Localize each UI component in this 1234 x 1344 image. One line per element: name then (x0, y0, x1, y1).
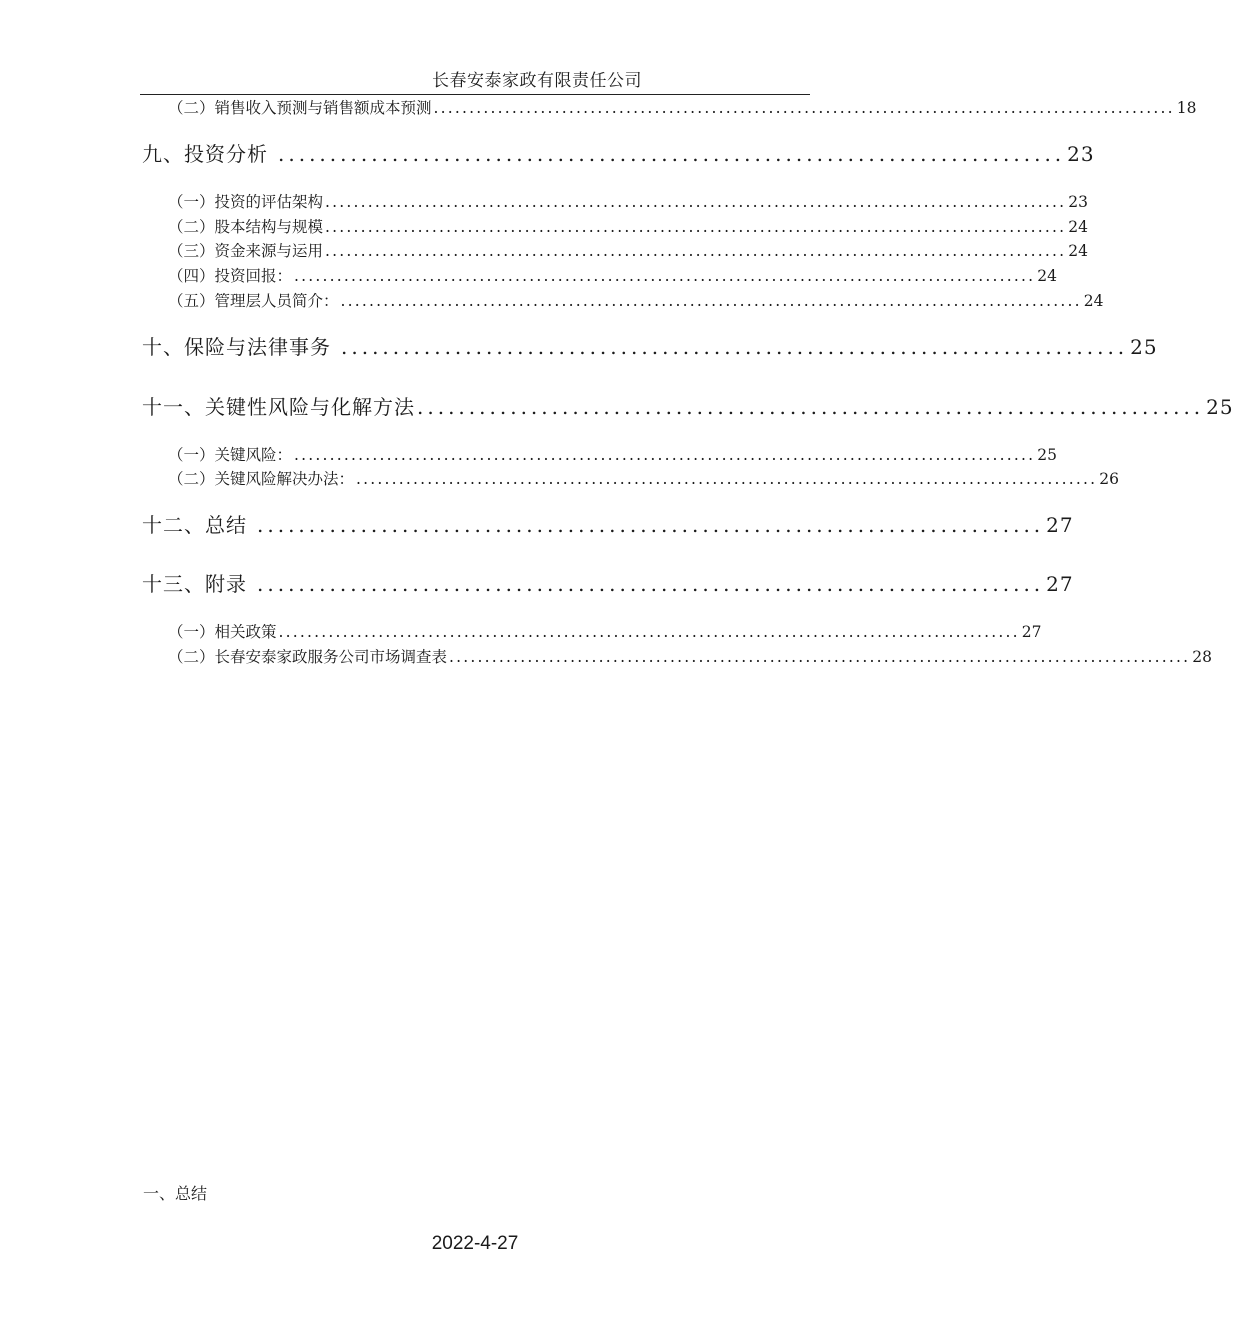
toc-entry-page: 23 (1068, 193, 1088, 211)
toc-dot-leader: ........................................................................................................ (325, 193, 1067, 211)
toc-entry-page: 24 (1083, 292, 1104, 310)
toc-entry[interactable] (168, 96, 1197, 118)
toc-entry-page: 27 (1046, 572, 1074, 596)
toc-dot-leader: ............................................................................ (257, 513, 1045, 537)
toc-entry-page: 24 (1037, 267, 1057, 285)
footer-date: 2022-4-27 (431, 1233, 519, 1254)
toc-entry-page: 26 (1099, 470, 1119, 488)
toc-entry-label: 九、投资分析 (142, 142, 268, 166)
toc-entry-label: （五）管理层人员简介： (168, 292, 339, 310)
toc-entry[interactable] (168, 289, 1104, 311)
toc-dot-leader: ........................................................................................................ (356, 470, 1098, 488)
toc-entry-page: 27 (1046, 513, 1074, 537)
toc-entry-label: 十、保险与法律事务 (142, 335, 331, 359)
toc-entry[interactable] (142, 331, 1158, 359)
toc-dot-leader: ........................................................................................................ (433, 99, 1175, 117)
toc-entry-page: 25 (1206, 395, 1234, 419)
toc-entry-page: 23 (1067, 142, 1095, 166)
toc-dot-leader: ............................................................................ (417, 395, 1205, 419)
header-company-name: 长春安泰家政有限责任公司 (432, 71, 642, 91)
toc-dot-leader: ........................................................................................................ (294, 446, 1036, 464)
toc-entry-page: 27 (1021, 623, 1042, 641)
toc-dot-leader: ............................................................................ (341, 335, 1129, 359)
toc-entry-page: 18 (1176, 99, 1197, 117)
toc-entry[interactable] (168, 620, 1042, 642)
toc-entry-label: （二）关键风险解决办法： (168, 470, 355, 488)
toc-entry-label: （二）销售收入预测与销售额成本预测 (168, 99, 432, 117)
toc-entry[interactable] (168, 215, 1088, 237)
toc-dot-leader: ........................................................................................................ (294, 267, 1036, 285)
toc-entry-label: （一）关键风险： (168, 446, 293, 464)
toc-entry-page: 24 (1068, 242, 1088, 260)
toc-entry[interactable] (168, 190, 1088, 212)
toc-entry[interactable] (142, 568, 1074, 596)
toc-dot-leader: ............................................................................ (257, 572, 1045, 596)
header-rule (140, 94, 810, 95)
toc-entry[interactable] (168, 467, 1119, 489)
toc-entry-page: 24 (1068, 218, 1088, 236)
toc-entry-page: 25 (1037, 446, 1057, 464)
toc-entry-label: （一）投资的评估架构 (168, 193, 324, 211)
toc-dot-leader: ............................................................................ (278, 142, 1066, 166)
toc-entry-label: 十三、附录 (142, 572, 247, 596)
toc-entry[interactable] (168, 443, 1057, 465)
toc-entry[interactable] (142, 391, 1234, 419)
toc-entry-label: 十二、总结 (142, 513, 247, 537)
toc-entry-page: 25 (1130, 335, 1158, 359)
toc-dot-leader: ........................................................................................................ (449, 648, 1191, 666)
toc-dot-leader: ........................................................................................................ (340, 292, 1082, 310)
toc-entry[interactable] (168, 264, 1057, 286)
footer-section-note: 一、总结 (143, 1184, 208, 1203)
toc-entry-label: （一）相关政策 (168, 623, 277, 641)
toc-entry-label: 十一、关键性风险与化解方法 (142, 395, 415, 419)
toc-entry[interactable] (168, 239, 1088, 261)
toc-entry[interactable] (168, 645, 1212, 667)
toc-dot-leader: ........................................................................................................ (325, 218, 1067, 236)
toc-entry[interactable] (142, 138, 1095, 166)
toc-dot-leader: ........................................................................................................ (325, 242, 1067, 260)
toc-dot-leader: ........................................................................................................ (278, 623, 1020, 641)
toc-entry-label: （二）长春安泰家政服务公司市场调查表 (168, 648, 448, 666)
toc-entry[interactable] (142, 509, 1074, 537)
toc-entry-label: （三）资金来源与运用 (168, 242, 324, 260)
toc-entry-label: （四）投资回报： (168, 267, 293, 285)
toc-entry-label: （二）股本结构与规模 (168, 218, 324, 236)
toc-entry-page: 28 (1192, 648, 1212, 666)
